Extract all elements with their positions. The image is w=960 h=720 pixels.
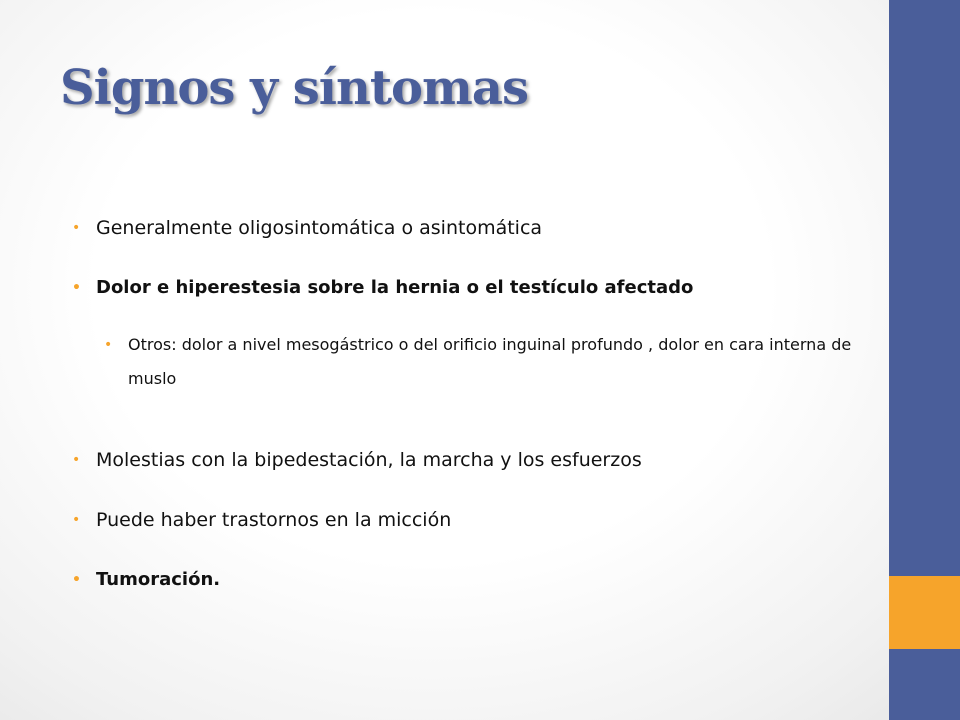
bullet-marker: • [72,572,81,588]
bullet-item [72,500,872,560]
bullet-item [72,440,872,500]
bullet-item [72,560,872,620]
bullet-marker: • [104,337,113,353]
bullet-marker: • [72,220,81,236]
bullet-list [72,208,872,620]
bullet-text: Tumoración. [96,569,221,590]
bullet-text: Otros: dolor a nivel mesogástrico o del orificio inguinal profundo , dolor en cara interna de muslo [128,335,852,388]
bullet-item [72,208,872,268]
sidebar-accent-block [889,576,960,649]
slide-title: Signos y síntomas [60,60,528,116]
bullet-text: Molestias con la bipedestación, la marcha y los esfuerzos [96,449,642,471]
bullet-text: Generalmente oligosintomática o asintomática [96,217,543,239]
sidebar-decoration [889,0,960,720]
bullet-marker: • [72,452,81,468]
bullet-item [72,268,872,328]
sub-bullet-item [72,328,872,440]
bullet-text: Puede haber trastornos en la micción [96,509,452,531]
bullet-text: Dolor e hiperestesia sobre la hernia o el testículo afectado [96,277,694,298]
bullet-marker: • [72,512,81,528]
bullet-marker: • [72,280,81,296]
